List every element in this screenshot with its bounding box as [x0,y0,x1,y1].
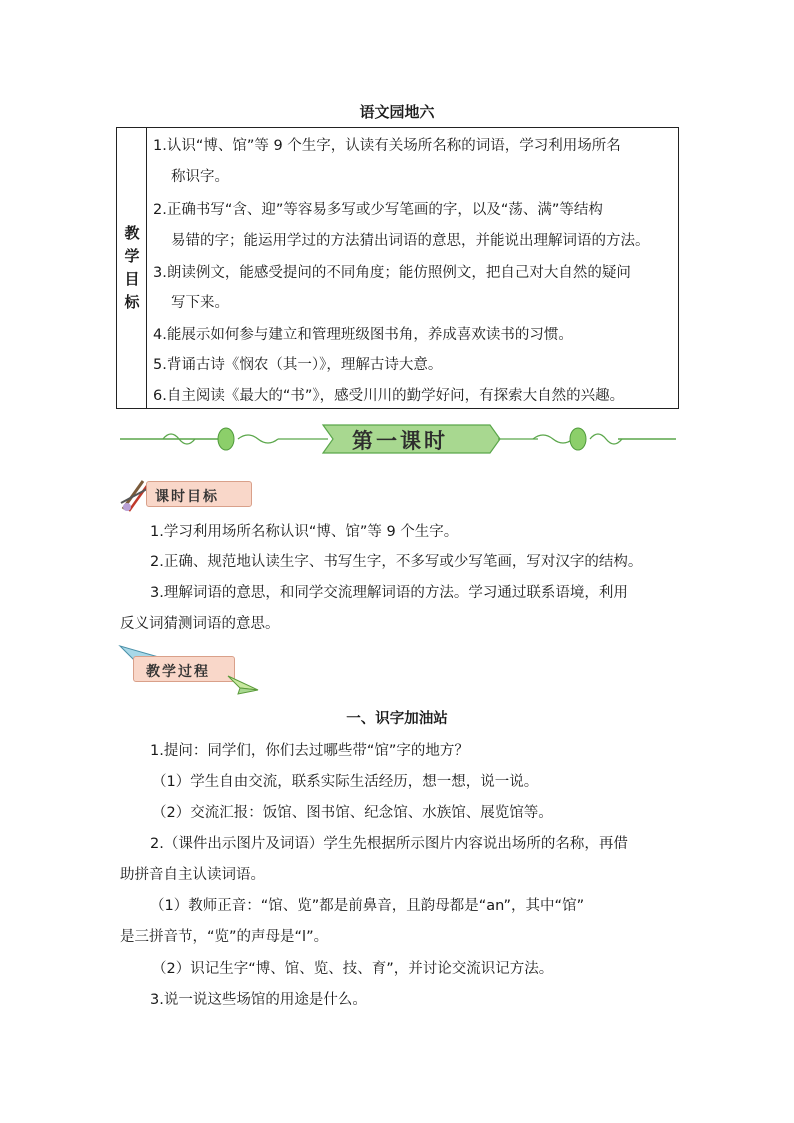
lesson-goal-item: 2.正确、规范地认读生字、书写生字，不多写或少写笔画，写对汉字的结构。 [150,554,643,570]
goals-label [122,222,142,314]
section-heading: 一、识字加油站 [346,711,448,727]
goals-label-char: 标 [124,293,140,311]
goals-label-cell [117,128,147,408]
process-line: 3.说一说这些场馆的用途是什么。 [150,992,367,1008]
goal-item-1: 1.认识“博、馆”等 9 个生字，认读有关场所名称的词语，学习利用场所名 [153,138,621,154]
lesson-goal-item: 3.理解词语的意思，和同学交流理解词语的方法。学习通过联系语境，利用 [150,585,628,601]
teaching-process-tag-label: 教学过程 [146,664,210,680]
lesson-goal-item: 1.学习利用场所名称认识“博、馆”等 9 个生字。 [150,524,459,540]
swirl-ornament [238,435,278,443]
goal-item-2: 2.正确书写“含、迎”等容易多写或少写笔画的字，以及“荡、满”等结构 [153,202,603,218]
goal-item-4: 4.能展示如何参与建立和管理班级图书角，养成喜欢读书的习惯。 [153,327,573,343]
goals-label-char: 目 [124,270,140,288]
process-line: （2）交流汇报：饭馆、图书馆、纪念馆、水族馆、展览馆等。 [152,805,553,821]
swirl-ornament [590,434,622,444]
lesson-banner-title: 第一课时 [352,428,448,453]
swirl-ornament [533,435,573,443]
lesson-goals-tag-label: 课时目标 [155,489,219,505]
goals-label-char: 教 [124,224,140,242]
goal-item-3: 3.朗读例文，能感受提问的不同角度；能仿照例文，把自己对大自然的疑问 [153,265,631,281]
goal-item-5: 5.背诵古诗《悯农（其一）》，理解古诗大意。 [153,357,443,373]
leaf-icon [218,428,234,450]
process-line: 助拼音自主认读词语。 [120,867,265,883]
paper-plane-icon [226,670,260,696]
goal-item-2-cont: 易错的字；能运用学过的方法猜出词语的意思，并能说出理解词语的方法。 [171,233,650,249]
process-line: 2.（课件出示图片及词语）学生先根据所示图片内容说出场所的名称，再借 [150,836,628,852]
lesson-goal-item: 反义词猜测词语的意思。 [120,616,280,632]
goals-label-char: 学 [124,247,140,265]
process-line: （2）识记生字“博、馆、览、技、育”，并讨论交流识记方法。 [152,961,554,977]
process-line: （1）学生自由交流，联系实际生活经历，想一想，说一说。 [152,774,539,790]
process-line: （1）教师正音：“馆、览”都是前鼻音，且韵母都是“an”，其中“馆” [150,898,585,914]
goal-item-3-cont: 写下来。 [171,295,229,311]
goal-item-1-cont: 称识字。 [171,169,229,185]
teaching-goals-table [116,127,679,409]
page-title: 语文园地六 [359,103,435,121]
goal-item-6: 6.自主阅读《最大的“书”》，感受川川的勤学好问，有探索大自然的兴趣。 [153,388,625,404]
leaf-icon [570,428,586,450]
process-line: 1.提问：同学们，你们去过哪些带“馆”字的地方？ [150,743,469,759]
process-line: 是三拼音节，“览”的声母是“l”。 [120,929,329,945]
